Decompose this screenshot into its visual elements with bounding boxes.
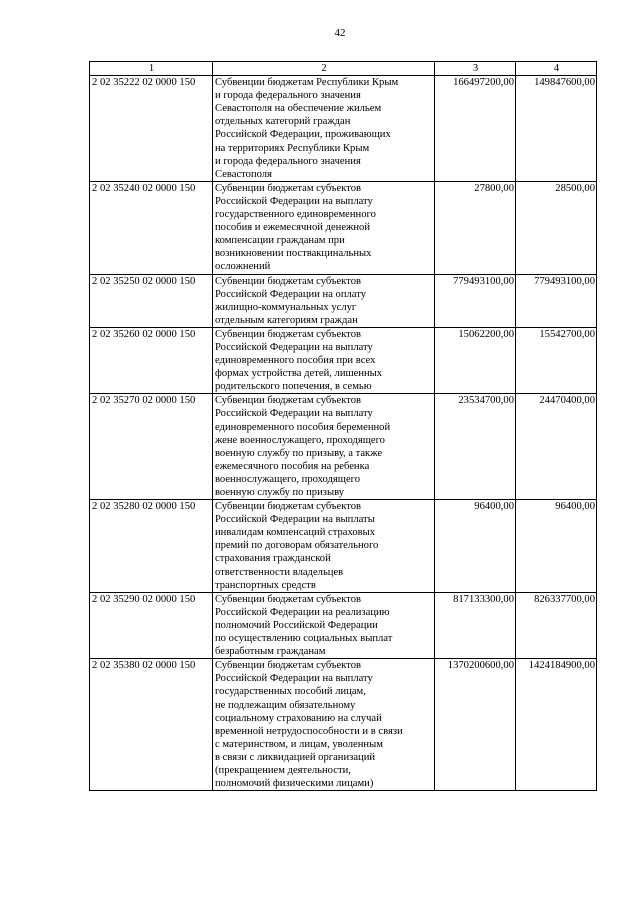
description-line: и города федерального значения <box>215 155 361 167</box>
description-line: военную службу по призыву, а также <box>215 447 383 459</box>
amount-cell-col3: 1370200600,00 <box>435 659 516 791</box>
description-cell <box>213 181 435 274</box>
budget-code-cell: 2 02 35250 02 0000 150 <box>90 274 213 327</box>
description-line: жилищно-коммунальных услуг <box>215 301 357 313</box>
amount-cell-col4: 28500,00 <box>516 181 597 274</box>
description-line: (прекращением деятельности, <box>215 764 351 776</box>
column-header-4: 4 <box>516 62 597 76</box>
column-header-1: 1 <box>90 62 213 76</box>
description-cell <box>213 592 435 658</box>
budget-code-cell: 2 02 35222 02 0000 150 <box>90 76 213 182</box>
description-cell <box>213 76 435 182</box>
description-line: формах устройства детей, лишенных <box>215 368 383 380</box>
description-line: социальному страхованию на случай <box>215 712 382 724</box>
amount-cell-col4: 1424184900,00 <box>516 659 597 791</box>
description-cell <box>213 500 435 593</box>
description-line: Российской Федерации на выплаты <box>215 514 375 526</box>
description-line: отдельным категориям граждан <box>215 314 358 326</box>
description-line: государственного единовременного <box>215 209 376 221</box>
description-line: Российской Федерации на выплату <box>215 195 373 207</box>
description-line: возникновении поствакцинальных <box>215 248 372 260</box>
description-line: Субвенции бюджетам Республики Крым <box>215 77 399 89</box>
table-row <box>90 659 597 791</box>
budget-table <box>89 61 597 791</box>
description-line: пособия и ежемесячной денежной <box>215 222 370 234</box>
description-line: Российской Федерации на оплату <box>215 288 367 300</box>
description-line: на территориях Республики Крым <box>215 142 370 154</box>
amount-cell-col3: 23534700,00 <box>435 394 516 500</box>
description-line: не подлежащим обязательному <box>215 699 356 711</box>
description-line: военную службу по призыву <box>215 487 345 498</box>
description-line: Российской Федерации на выплату <box>215 408 373 420</box>
description-line: жене военнослужащего, проходящего <box>215 434 385 446</box>
table-body <box>90 76 597 791</box>
description-line: полномочий физическими лицами) <box>215 778 374 790</box>
budget-code-cell: 2 02 35380 02 0000 150 <box>90 659 213 791</box>
description-line: Субвенции бюджетам субъектов <box>215 395 361 407</box>
table-row <box>90 500 597 593</box>
description-cell <box>213 394 435 500</box>
column-header-3: 3 <box>435 62 516 76</box>
table-row <box>90 327 597 393</box>
description-line: ответственности владельцев <box>215 566 344 578</box>
description-line: Субвенции бюджетам субъектов <box>215 182 361 194</box>
description-line: Субвенции бюджетам субъектов <box>215 275 361 287</box>
description-line: полномочий Российской Федерации <box>215 619 378 631</box>
description-line: безработным гражданам <box>215 646 326 658</box>
table-row <box>90 76 597 182</box>
amount-cell-col3: 817133300,00 <box>435 592 516 658</box>
description-line: единовременного пособия при всех <box>215 355 376 367</box>
description-line: Российской Федерации на выплату <box>215 341 373 353</box>
amount-cell-col4: 96400,00 <box>516 500 597 593</box>
description-line: Российской Федерации, проживающих <box>215 129 391 141</box>
column-header-2: 2 <box>213 62 435 76</box>
description-cell <box>213 659 435 791</box>
budget-code-cell: 2 02 35270 02 0000 150 <box>90 394 213 500</box>
description-line: Севастополя <box>215 168 272 180</box>
description-line: родительского попечения, в семью <box>215 381 372 393</box>
amount-cell-col4: 24470400,00 <box>516 394 597 500</box>
description-line: и города федерального значения <box>215 90 361 102</box>
amount-cell-col3: 27800,00 <box>435 181 516 274</box>
budget-code-cell: 2 02 35240 02 0000 150 <box>90 181 213 274</box>
table-header-row <box>90 62 597 76</box>
description-line: Севастополя на обеспечение жильем <box>215 103 382 115</box>
description-line: по осуществлению социальных выплат <box>215 633 393 645</box>
description-line: с материнством, и лицам, уволенным <box>215 738 383 750</box>
amount-cell-col4: 149847600,00 <box>516 76 597 182</box>
table-row <box>90 274 597 327</box>
amount-cell-col4: 826337700,00 <box>516 592 597 658</box>
description-line: Российской Федерации на реализацию <box>215 606 390 618</box>
description-line: Субвенции бюджетам субъектов <box>215 328 361 340</box>
table-row <box>90 181 597 274</box>
description-line: ежемесячного пособия на ребенка <box>215 460 370 472</box>
description-line: военнослужащего, проходящего <box>215 473 361 485</box>
table-row <box>90 592 597 658</box>
description-line: единовременного пособия беременной <box>215 421 391 433</box>
amount-cell-col3: 96400,00 <box>435 500 516 593</box>
description-line: транспортных средств <box>215 579 316 591</box>
page-number: 42 <box>334 27 346 39</box>
description-line: Субвенции бюджетам субъектов <box>215 593 361 605</box>
description-line: осложнений <box>215 261 271 273</box>
budget-code-cell: 2 02 35290 02 0000 150 <box>90 592 213 658</box>
budget-code-cell: 2 02 35280 02 0000 150 <box>90 500 213 593</box>
description-line: страхования гражданской <box>215 553 331 565</box>
description-line: Российской Федерации на выплату <box>215 673 373 685</box>
description-line: временной нетрудоспособности и в связи <box>215 725 403 737</box>
description-line: инвалидам компенсаций страховых <box>215 527 376 539</box>
description-line: премий по договорам обязательного <box>215 540 379 552</box>
description-line: государственных пособий лицам, <box>215 686 366 698</box>
amount-cell-col4: 779493100,00 <box>516 274 597 327</box>
description-cell <box>213 274 435 327</box>
description-line: Субвенции бюджетам субъектов <box>215 501 361 513</box>
table-row <box>90 394 597 500</box>
amount-cell-col4: 15542700,00 <box>516 327 597 393</box>
description-line: в связи с ликвидацией организаций <box>215 751 376 763</box>
description-line: компенсации гражданам при <box>215 235 345 247</box>
budget-code-cell: 2 02 35260 02 0000 150 <box>90 327 213 393</box>
description-line: Субвенции бюджетам субъектов <box>215 660 361 672</box>
description-cell <box>213 327 435 393</box>
amount-cell-col3: 779493100,00 <box>435 274 516 327</box>
description-line: отдельных категорий граждан <box>215 116 351 128</box>
amount-cell-col3: 166497200,00 <box>435 76 516 182</box>
amount-cell-col3: 15062200,00 <box>435 327 516 393</box>
